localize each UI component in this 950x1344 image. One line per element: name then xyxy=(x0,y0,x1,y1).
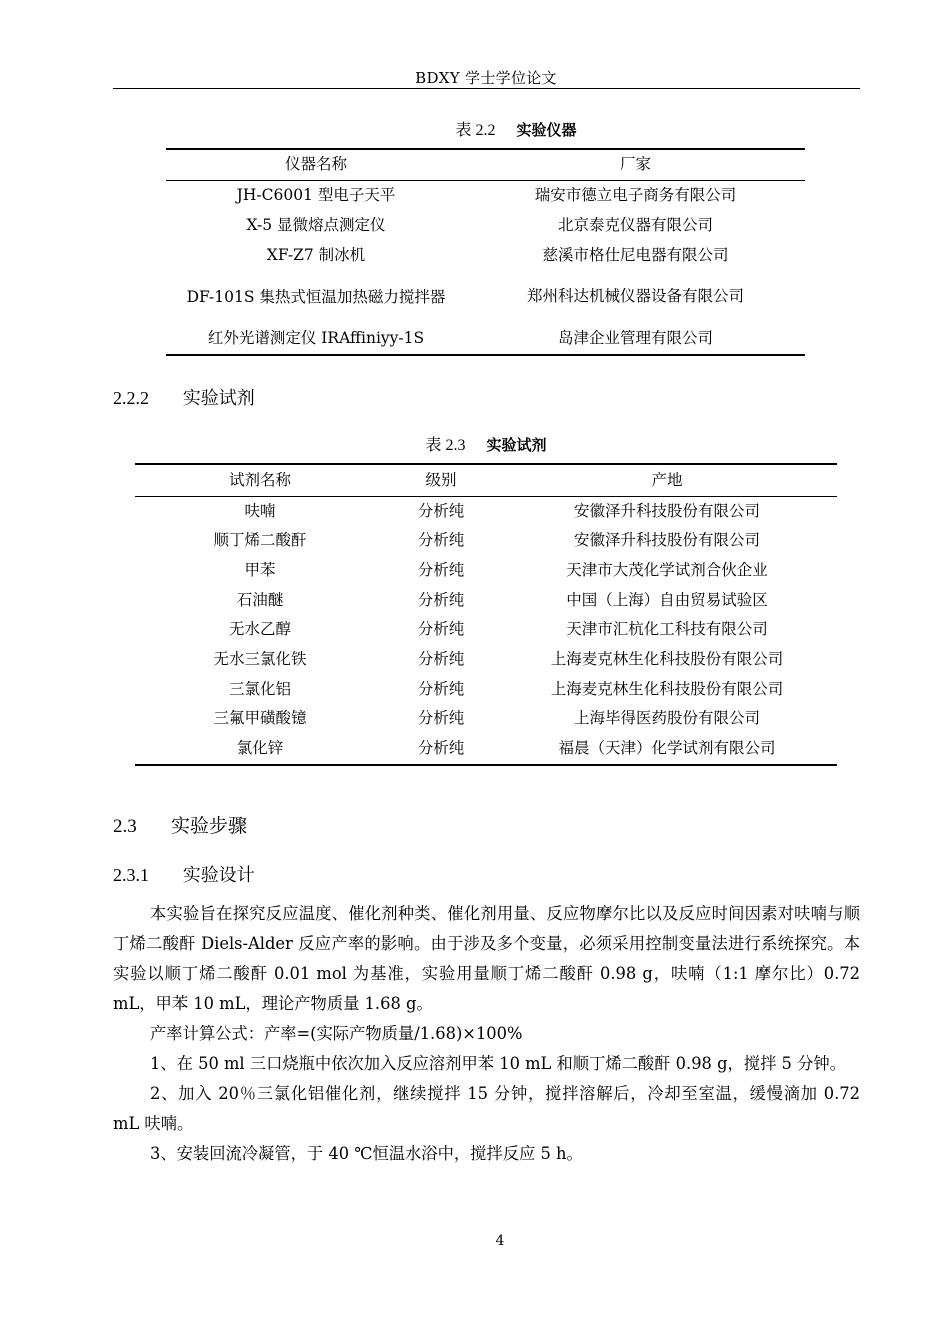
table1-caption-number: 表 2.2 xyxy=(455,122,496,139)
table-row xyxy=(166,323,805,355)
reagent-table xyxy=(135,463,837,766)
table-cell: 呋喃 xyxy=(244,501,276,520)
section-title: 实验试剂 xyxy=(182,388,255,409)
table-header-row xyxy=(166,149,805,180)
paragraph: 产率计算公式：产率=(实际产物质量/1.68)×100% xyxy=(150,1024,523,1043)
section-heading-2-3 xyxy=(113,811,247,838)
column-header: 厂家 xyxy=(619,155,651,173)
table-cell: 无水乙醇 xyxy=(228,620,291,639)
table-cell: 三氯化铝 xyxy=(228,679,291,698)
table-cell: 天津市大茂化学试剂合伙企业 xyxy=(566,561,768,580)
section-number: 2.2.2 xyxy=(113,388,149,408)
table-row xyxy=(135,496,837,526)
page-number: 4 xyxy=(495,1233,505,1249)
table-cell: 北京泰克仪器有限公司 xyxy=(557,215,713,234)
table-cell: 天津市汇杭化工科技有限公司 xyxy=(566,620,768,639)
table-cell: 氯化锌 xyxy=(236,739,284,758)
table-cell: 分析纯 xyxy=(417,679,465,698)
table2-caption xyxy=(0,432,950,455)
table-cell: 上海毕得医药股份有限公司 xyxy=(573,709,760,728)
column-header: 仪器名称 xyxy=(284,155,347,173)
page-header-title: BDXY 学士学位论文 xyxy=(415,69,557,87)
table-row xyxy=(135,675,837,704)
paragraph: 3、安装回流冷凝管，于 40 ℃恒温水浴中，搅拌反应 5 h。 xyxy=(150,1144,583,1163)
table-cell: 分析纯 xyxy=(417,739,465,758)
column-header: 级别 xyxy=(425,470,457,489)
section-title: 实验设计 xyxy=(182,865,255,886)
table-cell: 分析纯 xyxy=(417,650,465,669)
column-header: 试剂名称 xyxy=(228,470,291,489)
table-cell: 分析纯 xyxy=(417,531,465,550)
table1-caption-title: 实验仪器 xyxy=(516,121,577,139)
table-row xyxy=(135,645,837,675)
table-row xyxy=(166,180,805,211)
table-cell: 岛津企业管理有限公司 xyxy=(557,328,713,347)
table2-caption-number: 表 2.3 xyxy=(425,437,466,454)
table1-caption xyxy=(0,117,950,140)
table-cell: 无水三氯化铁 xyxy=(213,650,307,669)
table-cell: 甲苯 xyxy=(244,561,276,580)
table-cell: X-5 显微熔点测定仪 xyxy=(246,215,386,234)
section-heading-2-3-1 xyxy=(113,861,255,887)
table-cell: 瑞安市德立电子商务有限公司 xyxy=(534,186,737,204)
section-heading-2-2-2 xyxy=(113,384,255,410)
paragraph: 本实验旨在探究反应温度、催化剂种类、催化剂用量、反应物摩尔比以及反应时间因素对呋喃与顺丁烯二酸酐 Diels-Alder 反应产率的影响。由于涉及多个变量，必须采用控制变量法进行系统探究。本实验以顺丁烯二酸酐 0.01 mol 为基准，实验用量顺丁烯二酸酐 0.98 g，呋喃（1:1 摩尔比）0.72 mL，甲苯 10 mL，理论产物质量 1.68 g。 xyxy=(113,904,860,1013)
table-cell: 分析纯 xyxy=(417,590,465,609)
table-cell: 上海麦克林生化科技股份有限公司 xyxy=(550,679,784,698)
table-cell: 石油醚 xyxy=(236,590,284,609)
table-cell: 安徽泽升科技股份有限公司 xyxy=(573,501,760,520)
table-cell: 安徽泽升科技股份有限公司 xyxy=(573,531,760,550)
table-cell-text: DF-101S 集热式恒温加热磁力搅拌器 xyxy=(186,287,446,306)
table-row xyxy=(135,734,837,765)
table-cell: 分析纯 xyxy=(417,620,465,639)
table-row xyxy=(166,271,805,323)
section-title: 实验步骤 xyxy=(171,815,248,837)
paragraph: 2、加入 20％三氯化铝催化剂，继续搅拌 15 分钟，搅拌溶解后，冷却至室温，缓慢滴加 0.72 mL 呋喃。 xyxy=(113,1084,860,1133)
table-cell: 中国（上海）自由贸易试验区 xyxy=(566,590,768,609)
table-cell: 慈溪市格仕尼电器有限公司 xyxy=(542,245,729,264)
table-cell: XF-Z7 制冰机 xyxy=(266,245,366,264)
section-number: 2.3 xyxy=(113,816,137,837)
table-row xyxy=(135,704,837,734)
table-cell: 分析纯 xyxy=(417,709,465,728)
table-row xyxy=(135,586,837,615)
table-row xyxy=(135,556,837,586)
table-cell: 三氟甲磺酸镱 xyxy=(213,709,307,728)
column-header: 产地 xyxy=(651,470,683,489)
table-header-row xyxy=(135,464,837,496)
table-cell: 红外光谱测定仪 IRAffiniyy-1S xyxy=(207,328,425,347)
table-cell: 分析纯 xyxy=(417,561,465,580)
table2-caption-title: 实验试剂 xyxy=(486,436,547,454)
table-cell: 郑州科达机械仪器设备有限公司 xyxy=(526,287,744,306)
table-cell: JH-C6001 型电子天平 xyxy=(236,186,396,204)
table-cell xyxy=(166,271,466,323)
table-row xyxy=(166,211,805,240)
instrument-table xyxy=(166,148,805,356)
table-cell: 顺丁烯二酸酐 xyxy=(213,531,307,550)
table-row xyxy=(135,615,837,645)
table-cell: 上海麦克林生化科技股份有限公司 xyxy=(550,650,784,669)
table-cell: 分析纯 xyxy=(417,501,465,520)
section-number: 2.3.1 xyxy=(113,865,149,885)
paragraph: 1、在 50 ml 三口烧瓶中依次加入反应溶剂甲苯 10 mL 和顺丁烯二酸酐 0.98 g，搅拌 5 分钟。 xyxy=(150,1054,846,1073)
header-rule xyxy=(113,88,860,89)
table-row xyxy=(166,240,805,271)
table-row xyxy=(135,526,837,556)
table-cell: 福晨（天津）化学试剂有限公司 xyxy=(558,739,776,758)
body-text xyxy=(113,899,860,1169)
